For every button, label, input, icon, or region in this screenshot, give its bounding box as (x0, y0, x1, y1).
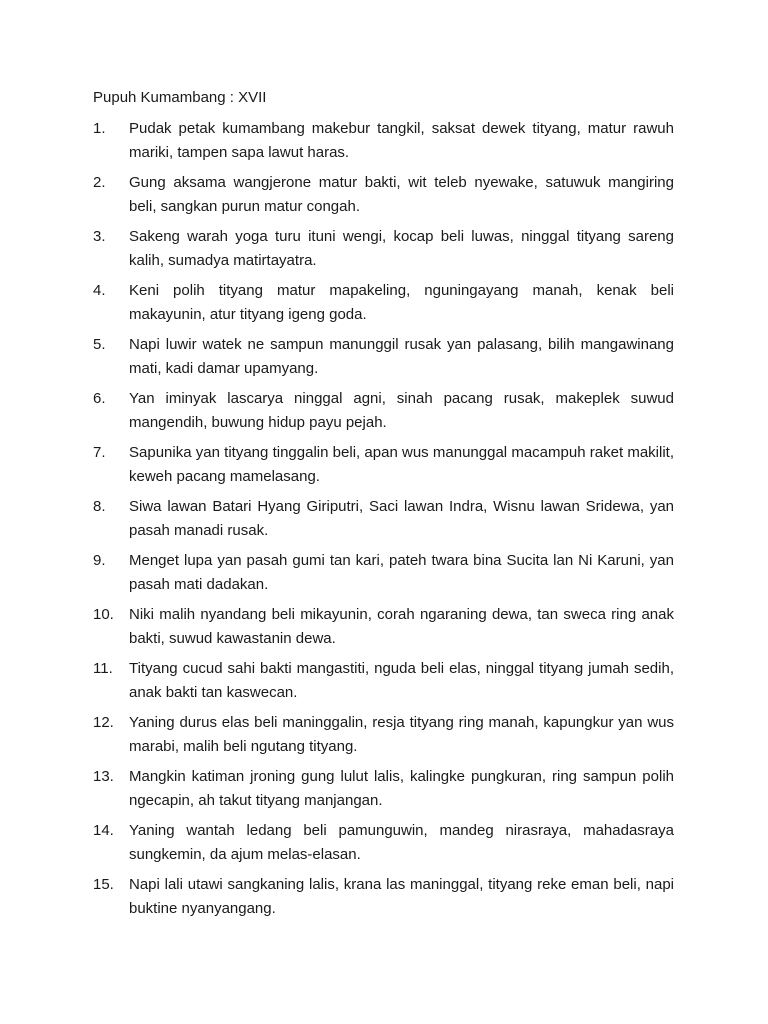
stanza-text: Yan iminyak lascarya ninggal agni, sinah pacang rusak, makeplek suwud mangendih, buwung hidup payu pejah. (129, 390, 674, 431)
stanza-item (93, 873, 674, 927)
stanza-item (93, 765, 674, 819)
stanza-text: Siwa lawan Batari Hyang Giriputri, Saci lawan Indra, Wisnu lawan Sridewa, yan pasah manadi rusak. (129, 498, 674, 539)
stanza-item (93, 711, 674, 765)
stanza-text: Niki malih nyandang beli mikayunin, corah ngaraning dewa, tan sweca ring anak bakti, suwud kawastanin dewa. (129, 606, 674, 647)
document-title: Pupuh Kumambang : XVII (93, 89, 267, 106)
stanza-text: Yaning durus elas beli maninggalin, resja tityang ring manah, kapungkur yan wus marabi, malih beli ngutang tityang. (129, 714, 674, 755)
stanza-item (93, 495, 674, 549)
stanza-text: Sapunika yan tityang tinggalin beli, apan wus manunggal macampuh raket makilit, keweh pacang mamelasang. (129, 444, 674, 485)
stanza-item (93, 603, 674, 657)
stanza-text: Menget lupa yan pasah gumi tan kari, pateh twara bina Sucita lan Ni Karuni, yan pasah mati dadakan. (129, 552, 674, 593)
stanza-number: 15. (93, 876, 114, 893)
stanza-list (93, 117, 674, 927)
stanza-text: Sakeng warah yoga turu ituni wengi, kocap beli luwas, ninggal tityang sareng kalih, sumadya matirtayatra. (129, 228, 674, 269)
stanza-number: 4. (93, 282, 106, 299)
stanza-number: 3. (93, 228, 106, 245)
stanza-text: Yaning wantah ledang beli pamunguwin, mandeg nirasraya, mahadasraya sungkemin, da ajum melas-elasan. (129, 822, 674, 863)
stanza-text: Pudak petak kumambang makebur tangkil, saksat dewek tityang, matur rawuh mariki, tampen sapa lawut haras. (129, 120, 674, 161)
stanza-text: Napi lali utawi sangkaning lalis, krana las maninggal, tityang reke eman beli, napi buktine nyanyangang. (129, 876, 674, 917)
stanza-number: 2. (93, 174, 106, 191)
stanza-number: 6. (93, 390, 106, 407)
stanza-number: 7. (93, 444, 106, 461)
stanza-item (93, 657, 674, 711)
stanza-number: 11. (93, 660, 113, 677)
stanza-item (93, 819, 674, 873)
stanza-text: Gung aksama wangjerone matur bakti, wit teleb nyewake, satuwuk mangiring beli, sangkan purun matur congah. (129, 174, 674, 215)
stanza-item (93, 333, 674, 387)
stanza-number: 9. (93, 552, 106, 569)
stanza-number: 12. (93, 714, 114, 731)
stanza-number: 13. (93, 768, 114, 785)
stanza-text: Tityang cucud sahi bakti mangastiti, nguda beli elas, ninggal tityang jumah sedih, anak bakti tan kaswecan. (129, 660, 674, 701)
stanza-text: Mangkin katiman jroning gung lulut lalis, kalingke pungkuran, ring sampun polih ngecapin, ah takut tityang manjangan. (129, 768, 674, 809)
stanza-number: 10. (93, 606, 114, 623)
stanza-number: 8. (93, 498, 106, 515)
stanza-number: 1. (93, 120, 106, 137)
stanza-text: Napi luwir watek ne sampun manunggil rusak yan palasang, bilih mangawinang mati, kadi damar upamyang. (129, 336, 674, 377)
stanza-item (93, 441, 674, 495)
stanza-item (93, 171, 674, 225)
stanza-item (93, 225, 674, 279)
stanza-number: 14. (93, 822, 114, 839)
stanza-item (93, 279, 674, 333)
stanza-item (93, 549, 674, 603)
stanza-item (93, 387, 674, 441)
stanza-number: 5. (93, 336, 106, 353)
stanza-item (93, 117, 674, 171)
stanza-text: Keni polih tityang matur mapakeling, nguningayang manah, kenak beli makayunin, atur tityang igeng goda. (129, 282, 674, 323)
